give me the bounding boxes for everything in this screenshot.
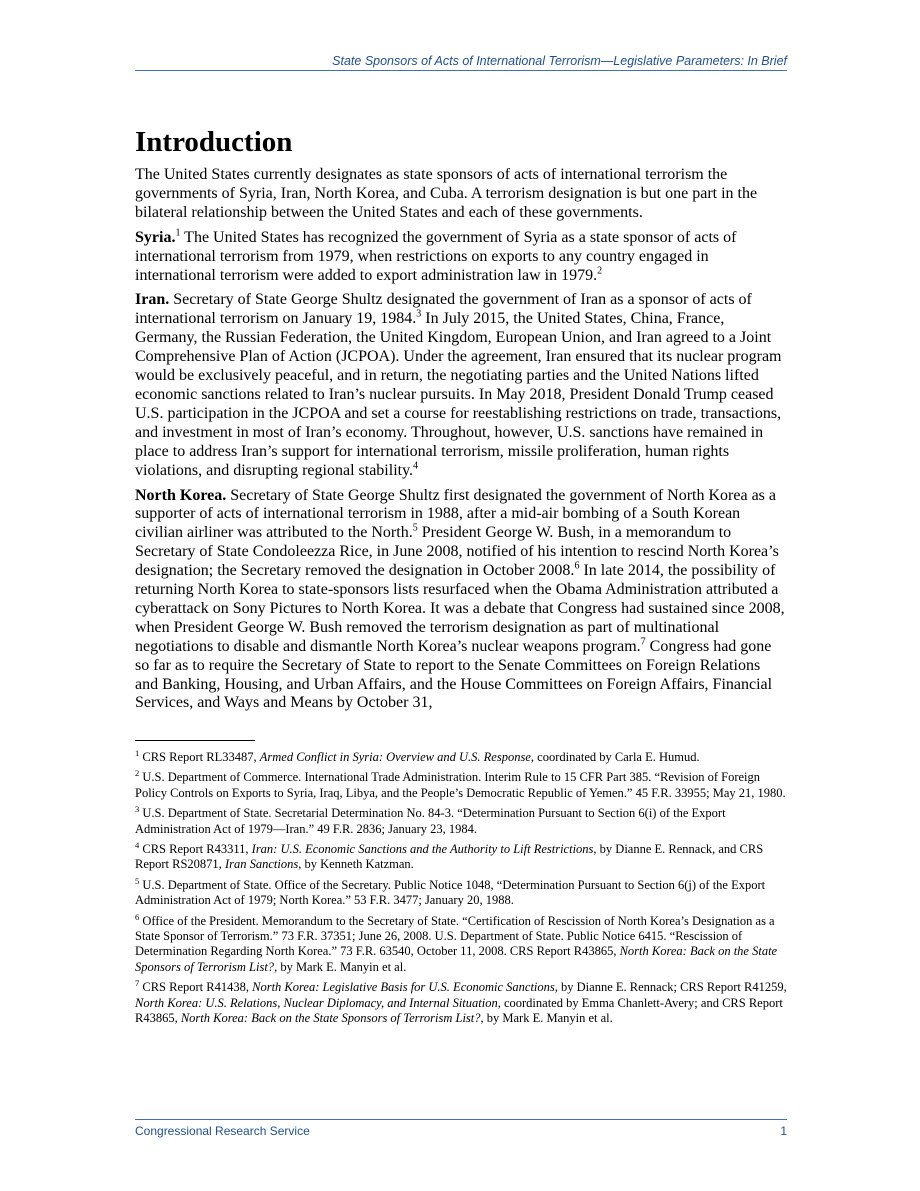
footer-rule [135,1119,787,1120]
footnote-5: $^5$ U.S. Department of State. Office of the Secretary. Public Notice 1048, “Determination Pursuant to Section 6(j) of the Export Administration Act of 1979; North Korea.” 53 F.R. 3477; January 20, 1988. [135,875,766,908]
footnote-ref-4[interactable]: 4 [413,460,419,472]
iran-label: Iran. [135,291,170,309]
section-title: Introduction [135,126,293,158]
north-korea-label: North Korea. [135,486,227,504]
footnote-2: $^2$ U.S. Department of Commerce. International Trade Administration. Interim Rule to 15 CFR Part 385. “Revision of Foreign Policy Controls on Exports to Syria, Iraq, Libya, and the People’s Democratic Republic of Yemen.” 45 F.R. 33955; May 21, 1980. [135,768,786,800]
iran-paragraph: Iran. Secretary of State George Shultz designated the government of Iran as a sponsor of acts of international terrorism on January 19, 1984.$^3$ In July 2015, the United States, China, France, Germany, the Russian Federation, the United Kingdom, European Union, and Iran agreed to a Joint Comprehensive Plan of Action (JCPOA). Under the agreement, Iran ensured that its nuclear program would be exclusively peaceful, and in return, the negotiating parties and the United Nations lifted economic sanctions related to Iran’s nuclear pursuits. In May 2018, President Donald Trump ceased U.S. participation in the JCPOA and set a course for reestablishing restrictions on trade, transactions, and investment in most of Iran’s economy. Throughout, however, U.S. sanctions have remained in place to address Iran’s support for international terrorism, missile proliferation, human rights violations, and disrupting regional stability.$^4$ [135,291,782,479]
footnote-ref-7[interactable]: 7 [640,636,646,648]
footnote-ref-2[interactable]: 2 [597,265,603,277]
main-content [135,124,787,719]
running-header: State Sponsors of Acts of International Terrorism—Legislative Parameters: In Brief [332,54,787,68]
footnote-ref-6[interactable]: 6 [574,560,580,572]
intro-paragraph: The United States currently designates as state sponsors of acts of international terrorism the governments of Syria, Iran, North Korea, and Cuba. A terrorism designation is but one part in the bilateral relationship between the United States and each of these governments. [135,166,758,221]
footnote-separator [135,740,255,741]
page-number: 1 [780,1124,787,1138]
footnote-ref-5[interactable]: 5 [412,522,418,534]
footnote-ref-3[interactable]: 3 [416,309,422,321]
header-rule [135,70,787,71]
footnote-1: $^1$ CRS Report RL33487, Armed Conflict in Syria: Overview and U.S. Response, coordinated by Carla E. Humud. [135,747,700,764]
footnote-4: $^4$ CRS Report R43311, Iran: U.S. Economic Sanctions and the Authority to Lift Restrictions, by Dianne E. Rennack, and CRS Report RS20871, Iran Sanctions, by Kenneth Katzman. [135,839,764,872]
syria-label: Syria. [135,228,176,246]
footnote-6: $^6$ Office of the President. Memorandum to the Secretary of State. “Certification of Rescission of North Korea’s Designation as a State Sponsor of Terrorism.” 73 F.R. 37351; June 26, 2008. U.S. Department of State. Public Notice 6415. “Rescission of Determination Regarding North Korea.” 73 F.R. 63540, October 11, 2008. CRS Report R43865, North Korea: Back on the State Sponsors of Terrorism List?, by Mark E. Manyin et al. [135,911,778,974]
footnote-7: $^7$ CRS Report R41438, North Korea: Legislative Basis for U.S. Economic Sanctions, by Dianne E. Rennack; CRS Report R41259, North Korea: U.S. Relations, Nuclear Diplomacy, and Internal Situation, coordinated by Emma Chanlett-Avery; and CRS Report R43865, North Korea: Back on the State Sponsors of Terrorism List?, by Mark E. Manyin et al. [135,978,787,1026]
footnote-3: $^3$ U.S. Department of State. Secretarial Determination No. 84-3. “Determination Pursuant to Section 6(i) of the Export Administration Act of 1979—Iran.” 49 F.R. 2836; January 23, 1984. [135,804,726,836]
footnote-ref-1[interactable]: 1 [175,227,181,239]
footnotes [135,747,787,1032]
footer-organization: Congressional Research Service [135,1124,310,1138]
north-korea-paragraph: North Korea. Secretary of State George Shultz first designated the government of North Korea as a supporter of acts of international terrorism in 1988, after a mid-air bombing of a South Korean civilian airliner was attributed to the North.$^5$ President George W. Bush, in a memorandum to Secretary of State Condoleezza Rice, in June 2008, notified of his intention to rescind North Korea’s designation; the Secretary removed the designation in October 2008.$^6$ In late 2014, the possibility of returning North Korea to state-sponsors lists resurfaced when the Obama Administration attributed a cyberattack on Sony Pictures to North Korea. It was a debate that Congress had sustained since 2008, when President George W. Bush removed the terrorism designation as part of multinational negotiations to disable and dismantle North Korea’s nuclear weapons program.$^7$ Congress had gone so far as to require the Secretary of State to report to the Senate Committees on Foreign Relations and Banking, Housing, and Urban Affairs, and the House Committees on Foreign Affairs, Financial Services, and Ways and Means by October 31, [135,486,785,712]
syria-paragraph: Syria.$^1$ The United States has recognized the government of Syria as a state sponsor of acts of international terrorism from 1979, when restrictions on exports to any country engaged in international terrorism were added to export administration law in 1979.$^2$ [135,227,737,284]
